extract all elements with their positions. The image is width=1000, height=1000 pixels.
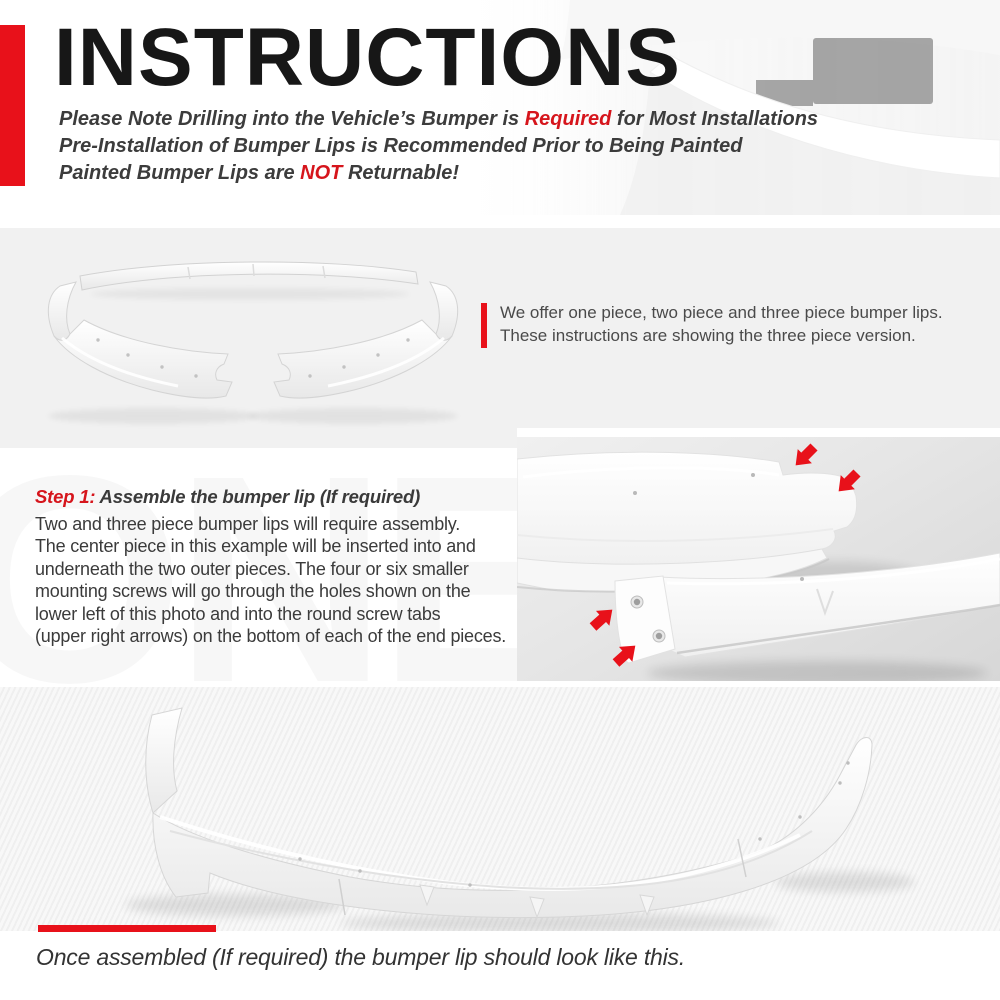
step1-body-line: Two and three piece bumper lips will require assembly. (35, 514, 461, 534)
step1-body-line: mounting screws will go through the holes shown on the (35, 581, 471, 602)
note-line-2: Pre-Installation of Bumper Lips is Recommended Prior to Being Painted (59, 135, 743, 157)
overview-line-2: These instructions are showing the three piece version. (500, 326, 916, 345)
red-accent-bar (481, 303, 487, 348)
note-line-1: Please Note Drilling into the Vehicle’s Bumper is Required for Most Installations (59, 108, 819, 130)
red-accent-bar (0, 25, 25, 186)
step1-label: Step 1: (35, 486, 96, 507)
page-title: INSTRUCTIONS (54, 12, 681, 103)
three-piece-overview-text-layer (0, 228, 1000, 448)
not-highlight: NOT (300, 162, 343, 184)
assembled-lip-graphic (0, 687, 1000, 931)
overview-line-1: We offer one piece, two piece and three piece bumper lips. (500, 303, 943, 322)
step1-body-line: (upper right arrows) on the bottom of each of the end pieces. (35, 626, 507, 647)
step1-section (35, 486, 506, 647)
step1-body-line: underneath the two outer pieces. The four or six smaller (35, 558, 469, 579)
required-highlight: Required (524, 108, 612, 130)
note-line-3: Painted Bumper Lips are NOT Returnable! (59, 162, 460, 184)
step1-heading: Step 1: Assemble the bumper lip (If required) (35, 486, 421, 507)
step1-body (35, 513, 506, 647)
red-arrow-icon (789, 440, 822, 473)
assembled-lip-section (0, 687, 1000, 931)
step1-body-line: lower left of this photo and into the round screw tabs (35, 603, 441, 624)
red-accent-bar (38, 925, 216, 932)
step1-photo (517, 437, 1000, 681)
header-notes (59, 106, 818, 187)
red-arrow-icon (586, 602, 619, 634)
step1-body-line: The center piece in this example will be inserted into and (35, 536, 476, 557)
overview-text (500, 301, 943, 347)
footer-caption: Once assembled (If required) the bumper lip should look like this. (36, 944, 686, 970)
